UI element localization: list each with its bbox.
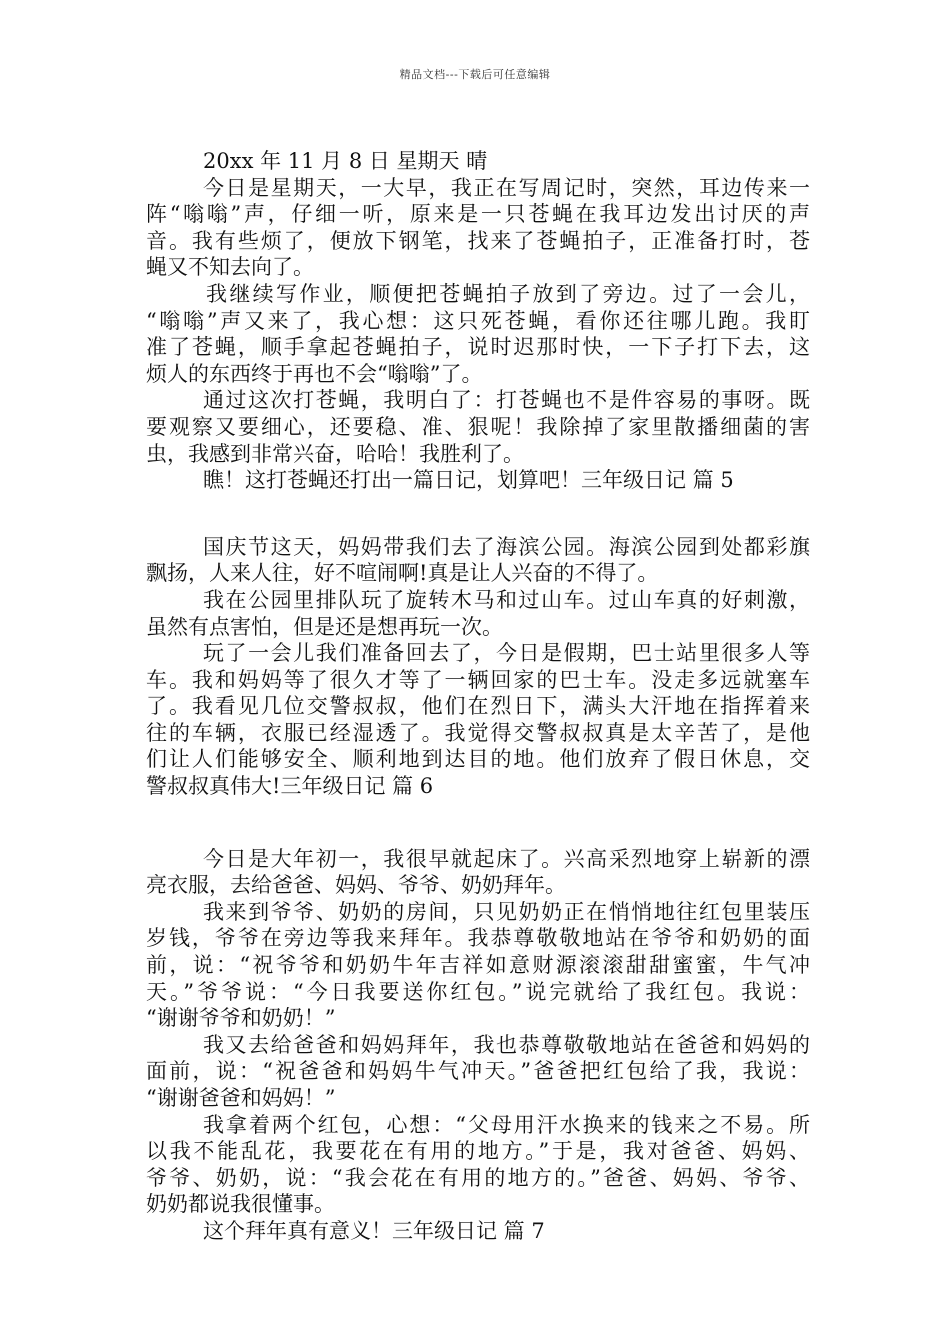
paragraph-line: “谢谢爷爷和奶奶！” (146, 1006, 336, 1031)
paragraph-line: 奶奶都说我很懂事。 (146, 1192, 335, 1217)
section-gap (146, 494, 810, 534)
paragraph-line: 我继续写作业，顺便把苍蝇拍子放到了旁边。过了一会儿， (206, 281, 810, 306)
page-header: 精品文档---下载后可任意编辑 (399, 68, 551, 81)
paragraph-line: 飘扬，人来人往，好不喧闹啊!真是让人兴奋的不得了。 (146, 561, 659, 586)
paragraph-line: 阵“嗡嗡”声，仔细一听，原来是一只苍蝇在我耳边发出讨厌的声 (146, 202, 810, 227)
paragraph-line: 爷爷、奶奶，说：“我会花在有用的地方的。”爸爸、妈妈、爷爷、 (146, 1165, 810, 1190)
paragraph-line: 虽然有点害怕，但是还是想再玩一次。 (146, 614, 503, 639)
paragraph-line: 天。”爷爷说：“今日我要送你红包。”说完就给了我红包。我说： (146, 979, 810, 1004)
paragraph-line: 亮衣服，去给爸爸、妈妈、爷爷、奶奶拜年。 (146, 873, 566, 898)
paragraph-line: 车。我和妈妈等了很久才等了一辆回家的巴士车。没走多远就塞车 (146, 667, 810, 692)
paragraph-line: 了。我看见几位交警叔叔，他们在烈日下，满头大汗地在指挥着来 (146, 694, 810, 719)
paragraph-line: 前，说：“祝爷爷和奶奶牛年吉祥如意财源滚滚甜甜蜜蜜，牛气冲 (146, 953, 810, 978)
paragraph-line: 通过这次打苍蝇，我明白了：打苍蝇也不是件容易的事呀。既 (203, 388, 810, 413)
paragraph-line: 往的车辆，衣服已经湿透了。我觉得交警叔叔真是太辛苦了，是他 (146, 720, 810, 745)
diary-entry-4 (146, 148, 810, 494)
paragraph-line: “谢谢爸爸和妈妈！” (146, 1086, 336, 1110)
diary-entry-6 (146, 846, 810, 1245)
paragraph-line: 以我不能乱花，我要花在有用的地方。”于是，我对爸爸、妈妈、 (146, 1139, 810, 1164)
paragraph-line: “嗡嗡”声又来了，我心想：这只死苍蝇，看你还往哪儿跑。我盯 (146, 308, 810, 333)
paragraph-line: 今日是星期天，一大早，我正在写周记时，突然，耳边传来一 (203, 175, 810, 200)
entry-title-line: 这个拜年真有意义！三年级日记 篇 7 (203, 1218, 545, 1243)
diary-entry-5 (146, 534, 810, 800)
paragraph-line: 我在公园里排队玩了旋转木马和过山车。过山车真的好刺激， (203, 587, 810, 612)
paragraph-line: 们让人们能够安全、顺利地到达目的地。他们放弃了假日休息，交 (146, 747, 810, 772)
paragraph-line: 我又去给爸爸和妈妈拜年，我也恭尊敬敬地站在爸爸和妈妈的 (203, 1032, 810, 1057)
paragraph-line: 我拿着两个红包，心想：“父母用汗水换来的钱来之不易。所 (203, 1112, 810, 1137)
paragraph-line: 面前，说：“祝爸爸和妈妈牛气冲天。”爸爸把红包给了我，我说： (146, 1059, 810, 1084)
paragraph-line: 虫，我感到非常兴奋，哈哈！我胜利了。 (146, 441, 524, 466)
section-gap (146, 800, 810, 846)
paragraph-line: 今日是大年初一，我很早就起床了。兴高采烈地穿上崭新的漂 (203, 846, 810, 871)
paragraph-line: 我来到爷爷、奶奶的房间，只见奶奶正在悄悄地往红包里装压 (203, 899, 810, 924)
date-line: 20xx 年 11 月 8 日 星期天 晴 (203, 149, 488, 173)
paragraph-line: 蝇又不知去向了。 (146, 255, 314, 280)
entry-title-line: 警叔叔真伟大!三年级日记 篇 6 (146, 774, 434, 799)
paragraph-line: 玩了一会儿我们准备回去了，今日是假期，巴士站里很多人等 (203, 641, 810, 666)
entry-title-line: 瞧！这打苍蝇还打出一篇日记，划算吧！三年级日记 篇 5 (203, 468, 734, 493)
paragraph-line: 国庆节这天，妈妈带我们去了海滨公园。海滨公园到处都彩旗 (203, 534, 810, 559)
document-body (146, 148, 810, 1245)
paragraph-line: 烦人的东西终于再也不会“嗡嗡”了。 (146, 361, 483, 386)
paragraph-line: 音。我有些烦了，便放下钢笔，找来了苍蝇拍子，正准备打时，苍 (146, 228, 810, 253)
paragraph-line: 岁钱，爷爷在旁边等我来拜年。我恭尊敬敬地站在爷爷和奶奶的面 (146, 926, 810, 951)
paragraph-line: 准了苍蝇，顺手拿起苍蝇拍子，说时迟那时快，一下子打下去，这 (146, 335, 810, 360)
paragraph-line: 要观察又要细心，还要稳、准、狠呢！我除掉了家里散播细菌的害 (146, 414, 810, 439)
